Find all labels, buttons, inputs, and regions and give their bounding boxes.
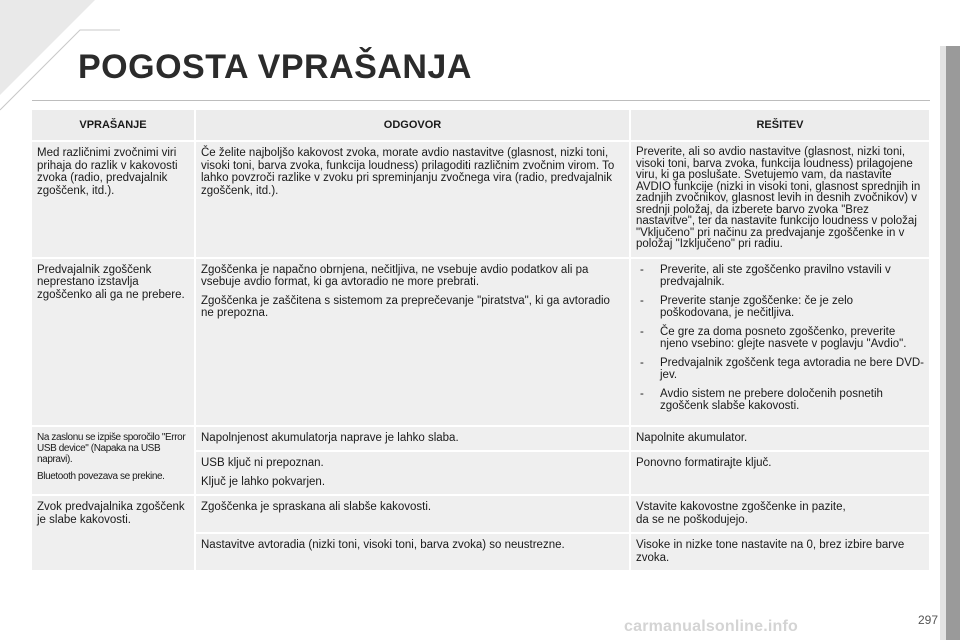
solution-text: Preverite, ali so avdio nastavitve (glasnost, nizki toni, visoki toni, barva zvoka, funkcija loudness) prilagojene viru, ki ga poslušate. Svetujemo vam, da nastavite AVDIO funkcije (nizki in visoki toni, glasnost sprednjih in zadnjih zvočnikov, glasnost levih in desnih zvočnikov) v srednji položaj, da izberete barvo zvoka "Brez nastavitve", ter da nastavite funkcijo loudness v položaj "Vključeno" pri načinu za predvajanje zgoščenke in v položaj "Izključeno" pri radiu.	[636, 146, 921, 250]
list-item: - Predvajalnik zgoščenk tega avtoradia ne bere DVD-jev.	[636, 357, 924, 382]
table-row	[32, 258, 930, 426]
solution-text: Napolnite akumulator.	[636, 431, 748, 444]
question-text: Zvok predvajalnika zgoščenk je slabe kakovosti.	[37, 501, 185, 526]
solution-text	[636, 501, 924, 526]
question-text: Bluetooth povezava se prekine.	[37, 470, 165, 482]
question-cell	[32, 495, 195, 571]
solution-cell	[630, 426, 930, 452]
answer-text: Zgoščenka je zaščitena s sistemom za preprečevanje "piratstva", ki ga avtoradio ne prepozna.	[201, 294, 610, 319]
answer-text: Zgoščenka je napačno obrnjena, nečitljiva, ne vsebuje avdio podatkov ali pa vsebuje avdio format, ki ga avtoradio ne more prebrati.	[201, 263, 589, 288]
column-header-question: VPRAŠANJE	[32, 110, 195, 141]
question-cell	[32, 426, 195, 496]
solution-line: Vstavite kakovostne zgoščenke in pazite,	[636, 501, 846, 513]
column-header-solution: REŠITEV	[630, 110, 930, 141]
answer-text: Ključ je lahko pokvarjen.	[201, 475, 326, 488]
column-header-answer: ODGOVOR	[195, 110, 630, 141]
answer-text: Če želite najboljšo kakovost zvoka, morate avdio nastavitve (glasnost, nizki toni, visoki toni, barva zvoka, funkcija loudness) prilagoditi različnim zvočnim virom. To lahko povzroči razlike v zvoku pri spreminjanju zvočnega vira (radio, predvajalnik zgoščenk, itd.).	[201, 147, 615, 197]
answer-cell	[195, 426, 630, 452]
answer-text: Zgoščenka je spraskana ali slabše kakovosti.	[201, 501, 432, 513]
title-divider	[32, 100, 930, 101]
list-item: - Če gre za doma posneto zgoščenko, preverite njeno vsebino: glejte nasvete v poglavju "Avdio".	[636, 326, 924, 351]
table-row	[32, 426, 930, 452]
question-cell	[32, 258, 195, 426]
list-item: - Preverite, ali ste zgoščenko pravilno vstavili v predvajalnik.	[636, 264, 924, 289]
page-number: 297	[917, 613, 938, 627]
table-row	[32, 141, 930, 258]
solution-text: Ponovno formatirajte ključ.	[636, 457, 772, 469]
solution-cell	[630, 141, 930, 258]
solution-list	[636, 264, 924, 413]
answer-text: USB ključ ni prepoznan.	[201, 457, 324, 469]
list-item: - Preverite stanje zgoščenke: če je zelo poškodovana, je nečitljiva.	[636, 295, 924, 320]
answer-text: Nastavitve avtoradia (nizki toni, visoki toni, barva zvoka) so neustrezne.	[201, 539, 565, 551]
answer-cell	[195, 533, 630, 571]
list-item: - Avdio sistem ne prebere določenih posnetih zgoščenk slabše kakovosti.	[636, 388, 924, 413]
watermark: carmanualsonline.info	[624, 618, 799, 635]
table-row	[32, 495, 930, 533]
solution-cell	[630, 451, 930, 495]
table-header-row	[32, 110, 930, 141]
question-text: Med različnimi zvočnimi viri prihaja do razlik v kakovosti zvoka (radio, predvajalnik zgoščenk, itd.).	[37, 147, 178, 197]
solution-cell	[630, 533, 930, 571]
solution-cell	[630, 495, 930, 533]
question-text: Na zaslonu se izpiše sporočilo "Error USB device" (Napaka na USB napravi).	[37, 431, 186, 465]
answer-cell	[195, 258, 630, 426]
answer-cell	[195, 141, 630, 258]
page-title: POGOSTA VPRAŠANJA	[78, 48, 472, 86]
answer-cell	[195, 495, 630, 533]
question-cell	[32, 141, 195, 258]
solution-cell	[630, 258, 930, 426]
question-text: Predvajalnik zgoščenk neprestano izstavlja zgoščenko ali ga ne prebere.	[37, 263, 185, 301]
side-strip-decoration	[946, 46, 960, 640]
solution-text: Visoke in nizke tone nastavite na 0, brez izbire barve zvoka.	[636, 539, 905, 564]
answer-cell	[195, 451, 630, 495]
solution-line: da se ne poškodujejo.	[636, 513, 748, 526]
answer-text: Napolnjenost akumulatorja naprave je lahko slaba.	[201, 431, 459, 444]
faq-table	[32, 110, 931, 572]
